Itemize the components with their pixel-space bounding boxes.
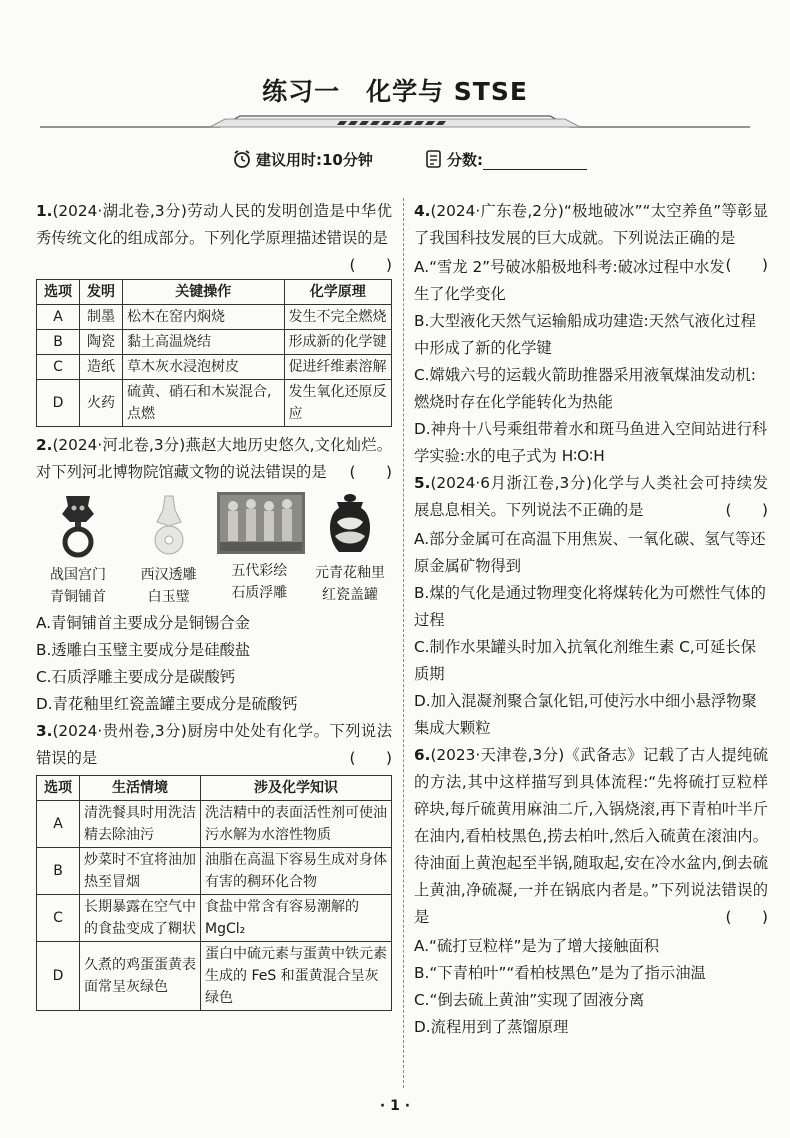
table-cell: 松木在窑内焖烧 [123, 305, 285, 330]
table-cell: 清洗餐具时用洗洁精去除油污 [80, 801, 201, 848]
table-row [37, 305, 392, 330]
question-4 [414, 198, 768, 274]
table-row [37, 848, 392, 895]
score [425, 149, 587, 170]
table-header: 选项 [37, 280, 80, 305]
table-cell: 食盐中常含有容易潮解的 MgCl₂ [201, 895, 392, 942]
option-b[interactable]: B.透雕白玉璧主要成分是硅酸盐 [36, 641, 251, 659]
relic-bronze-knocker [36, 492, 120, 608]
option-c[interactable]: C.“倒去硫上黄油”实现了固液分离 [414, 991, 645, 1009]
question-stem: (2024·贵州卷,3分)厨房中处处有化学。下列说法错误的是 [36, 722, 392, 767]
relic-stone-relief [217, 492, 301, 608]
question-number: 4. [414, 202, 431, 220]
option-text: 嫦娥六号的运载火箭助推器采用液氧煤油发动机:燃烧时存在化学能转化为热能 [414, 366, 756, 411]
score-sheet-icon [425, 149, 443, 169]
table-cell: 草木灰水浸泡树皮 [123, 355, 285, 380]
table-header: 化学原理 [284, 280, 391, 305]
bronze-knocker-image [58, 492, 98, 558]
table-cell: A [37, 305, 80, 330]
table-cell: D [37, 942, 80, 1011]
question-2 [36, 432, 392, 486]
table-cell: 黏土高温烧结 [123, 330, 285, 355]
relic-images [36, 492, 392, 608]
relic-caption: 元青花釉里 [314, 565, 385, 581]
option-a[interactable]: A.“硫打豆粒样”是为了增大接触面积 [414, 937, 660, 955]
relic-jade-bi [127, 492, 211, 608]
option-label: D. [414, 692, 431, 710]
table-cell: 炒菜时不宜将油加热至冒烟 [80, 848, 201, 895]
relic-porcelain-jar [308, 492, 392, 608]
option-c[interactable] [414, 634, 768, 688]
table-cell: 火药 [80, 380, 123, 427]
option-label: D. [414, 420, 431, 438]
subheader [0, 147, 790, 175]
question-number: 5. [414, 474, 431, 492]
table-cell: 长期暴露在空气中的食盐变成了糊状 [80, 895, 201, 942]
table-cell: 促进纤维素溶解 [284, 355, 391, 380]
relic-caption: 红瓷盖罐 [321, 587, 378, 603]
question-1-table [36, 279, 392, 427]
table-cell: B [37, 848, 80, 895]
page-number: · 1 · [379, 1098, 411, 1114]
table-row [37, 330, 392, 355]
relic-caption: 石质浮雕 [231, 585, 288, 601]
table-cell: 久煮的鸡蛋蛋黄表面常呈灰绿色 [80, 942, 201, 1011]
option-label: B. [414, 312, 430, 330]
table-cell: 硫黄、硝石和木炭混合,点燃 [123, 380, 285, 427]
answer-paren[interactable]: ( ) [725, 501, 768, 519]
page-title: 练习一 化学与 STSE [262, 77, 528, 106]
table-cell: 造纸 [80, 355, 123, 380]
table-header: 涉及化学知识 [201, 776, 392, 801]
table-cell: C [37, 355, 80, 380]
question-3-table [36, 775, 392, 1011]
option-label: C. [414, 638, 430, 656]
table-cell: A [37, 801, 80, 848]
option-d[interactable]: D.流程用到了蒸馏原理 [414, 1018, 569, 1036]
question-number: 1. [36, 202, 53, 220]
question-1 [36, 198, 392, 274]
relic-caption: 青铜铺首 [50, 589, 106, 605]
table-cell: D [37, 380, 80, 427]
option-a[interactable]: A.青铜铺首主要成分是铜锡合金 [36, 614, 250, 632]
option-label: A. [414, 258, 430, 276]
suggested-time [232, 149, 373, 170]
question-stem: (2023·天津卷,3分)《武备志》记载了古人提纯硫的方法,其中这样描写到具体流程:“先将硫打豆粒样碎块,每斤硫黄用麻油二斤,入锅烧滚,再下青柏叶半斤在油内,看柏枝黑色,捞去柏叶,然后入硫黄在滚油内。待油面上黄泡起至半锅,随取起,安在冷水盆内,倒去硫上黄油,净硫凝,一并在锅底内者是。”下列说法错误的是 [414, 746, 768, 926]
table-row [37, 801, 392, 848]
table-row [37, 895, 392, 942]
option-text: 神舟十八号乘组带着水和斑马鱼进入空间站进行科学实验:水的电子式为 H∶O∶H [414, 420, 768, 465]
option-b[interactable] [414, 580, 768, 634]
answer-paren[interactable]: ( ) [349, 463, 392, 481]
answer-paren[interactable]: ( ) [725, 908, 768, 926]
table-row [37, 942, 392, 1011]
table-header: 选项 [37, 776, 80, 801]
option-text: 部分金属可在高温下用焦炭、一氧化碳、氢气等还原金属矿物得到 [414, 530, 766, 575]
option-c[interactable] [414, 362, 768, 416]
title-area [40, 68, 750, 138]
table-cell: 陶瓷 [80, 330, 123, 355]
option-label: B. [414, 584, 430, 602]
relic-caption: 白玉璧 [147, 589, 190, 605]
question-stem: (2024·广东卷,2分)“极地破冰”“太空养鱼”等彰显了我国科技发展的巨大成就。下列说法正确的是 [414, 202, 768, 247]
option-b[interactable]: B.“下青柏叶”“看柏枝黑色”是为了指示油温 [414, 964, 706, 982]
table-cell: 洗洁精中的表面活性剂可使油污水解为水溶性物质 [201, 801, 392, 848]
relic-caption: 战国宫门 [50, 567, 106, 583]
question-6 [414, 742, 768, 931]
option-label: A. [414, 530, 430, 548]
alarm-clock-icon [232, 149, 252, 169]
question-5 [414, 470, 768, 524]
title-decoration [40, 114, 750, 128]
option-a[interactable] [414, 254, 768, 308]
answer-paren[interactable]: ( ) [349, 749, 392, 767]
option-text: 煤的气化是通过物理变化将煤转化为可燃性气体的过程 [414, 584, 766, 629]
option-text: “雪龙 2”号破冰船极地科考:破冰过程中水发生了化学变化 [414, 258, 725, 303]
question-number: 3. [36, 722, 53, 740]
option-d[interactable]: D.青花釉里红瓷盖罐主要成分是硫酸钙 [36, 695, 298, 713]
table-row [37, 355, 392, 380]
stone-relief-image [217, 492, 305, 554]
option-text: 大型液化天然气运输船成功建造:天然气液化过程中形成了新的化学键 [414, 312, 756, 357]
suggested-time-text: 建议用时:10分钟 [256, 151, 373, 169]
question-number: 6. [414, 746, 431, 764]
option-text: 制作水果罐头时加入抗氧化剂维生素 C,可延长保质期 [414, 638, 756, 683]
table-cell: 蛋白中硫元素与蛋黄中铁元素生成的 FeS 和蛋黄混合呈灰绿色 [201, 942, 392, 1011]
answer-paren[interactable]: ( ) [349, 256, 392, 274]
table-header: 发明 [80, 280, 123, 305]
option-b[interactable] [414, 308, 768, 362]
option-d[interactable] [414, 688, 768, 742]
table-header: 生活情境 [80, 776, 201, 801]
relic-caption: 五代彩绘 [231, 563, 288, 579]
option-d[interactable] [414, 416, 768, 470]
question-number: 2. [36, 436, 53, 454]
question-stem: (2024·河北卷,3分)燕赵大地历史悠久,文化灿烂。对下列河北博物院馆藏文物的说法错误的是 [36, 436, 392, 481]
left-column [36, 198, 392, 1016]
option-c[interactable]: C.石质浮雕主要成分是碳酸钙 [36, 668, 236, 686]
relic-caption: 西汉透雕 [140, 567, 197, 583]
option-a[interactable] [414, 526, 768, 580]
column-divider [403, 198, 404, 1088]
question-3 [36, 718, 392, 772]
table-cell: C [37, 895, 80, 942]
answer-paren[interactable]: ( ) [725, 256, 768, 274]
option-label: C. [414, 366, 430, 384]
table-cell: B [37, 330, 80, 355]
question-stem: (2024·湖北卷,3分)劳动人民的发明创造是中华优秀传统文化的组成部分。下列化学原理描述错误的是 [36, 202, 392, 247]
table-cell: 发生不完全燃烧 [284, 305, 391, 330]
table-row [37, 380, 392, 427]
table-cell: 发生氧化还原反应 [284, 380, 391, 427]
question-stem: (2024·6月浙江卷,3分)化学与人类社会可持续发展息息相关。下列说法不正确的是 [414, 474, 768, 519]
score-blank[interactable] [483, 153, 587, 170]
option-text: 加入混凝剂聚合氯化铝,可使污水中细小悬浮物聚集成大颗粒 [414, 692, 757, 737]
table-cell: 油脂在高温下容易生成对身体有害的稠环化合物 [201, 848, 392, 895]
jade-bi-image [149, 492, 189, 558]
porcelain-jar-image [325, 492, 375, 556]
score-label: 分数: [447, 151, 483, 169]
table-cell: 制墨 [80, 305, 123, 330]
table-header: 关键操作 [123, 280, 285, 305]
right-column [414, 198, 768, 1041]
table-cell: 形成新的化学键 [284, 330, 391, 355]
